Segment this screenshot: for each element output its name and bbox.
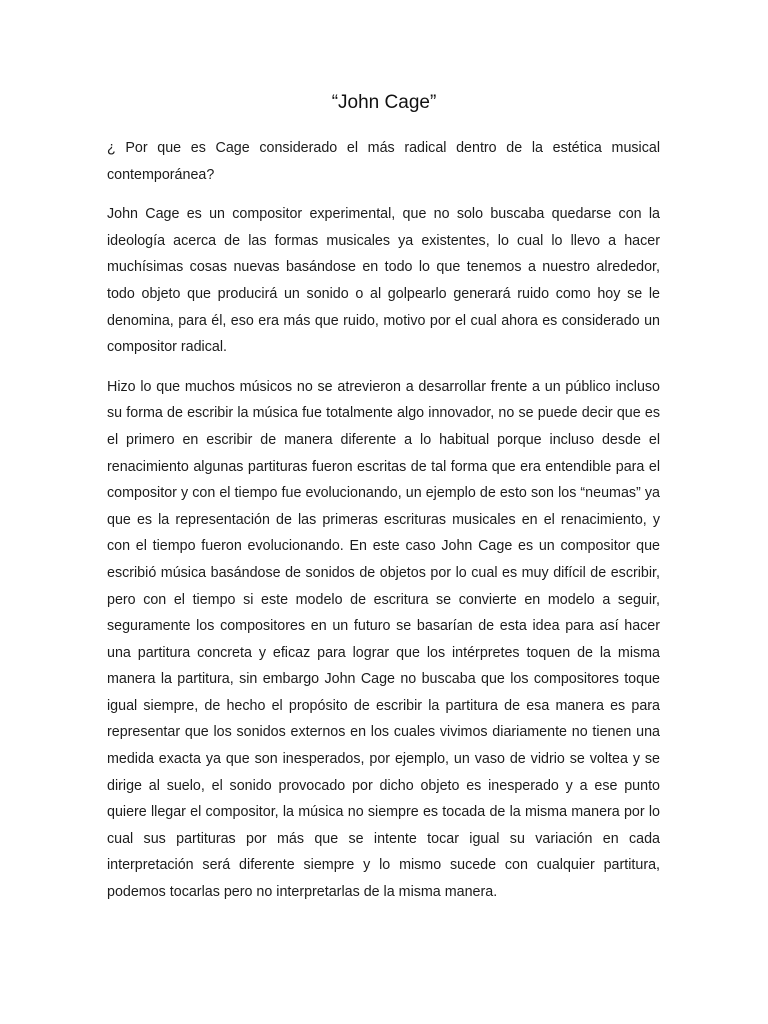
body-paragraph: Hizo lo que muchos músicos no se atrevieron a desarrollar frente a un público incluso su forma de escribir la música fue totalmente algo innovador, no se puede decir que es el primero en escribir de manera diferente a lo habitual porque incluso desde el renacimiento algunas partituras fueron escritas de tal forma que era entendible para el compositor y con el tiempo fue evolucionando, un ejemplo de esto son los “neumas” ya que es la representación de las primeras escrituras musicales en el renacimiento, y con el tiempo fueron evolucionando. En este caso John Cage es un compositor que escribió música basándose de sonidos de objetos por lo cual es muy difícil de escribir, pero con el tiempo si este modelo de escritura se convierte en modelo a seguir, seguramente los compositores en un futuro se basarían de esta idea para así hacer una partitura concreta y eficaz para lograr que los intérpretes toquen de la misma manera la partitura, sin embargo John Cage no buscaba que los compositores toque igual siempre, de hecho el propósito de escribir la partitura de esa manera es para representar que los sonidos externos en los cuales vivimos diariamente no tienen una medida exacta ya que son inesperados, por ejemplo, un vaso de vidrio se voltea y se dirige al suelo, el sonido provocado por dicho objeto es inesperado y a ese punto quiere llegar el compositor, la música no siempre es tocada de la misma manera por lo cual sus partituras por más que se intente tocar igual su variación en cada interpretación será diferente siempre y lo mismo sucede con cualquier partitura, podemos tocarlas pero no interpretarlas de la misma manera.: [107, 378, 660, 901]
question-paragraph: ¿ Por que es Cage considerado el más radical dentro de la estética musical contemporánea?: [107, 140, 660, 183]
body-paragraph: John Cage es un compositor experimental, que no solo buscaba quedarse con la ideología acerca de las formas musicales ya existentes, lo cual lo llevo a hacer muchísimas cosas nuevas basándose en todo lo que tenemos a nuestro alrededor, todo objeto que producirá un sonido o al golpearlo generará ruido como hoy se le denomina, para él, eso era más que ruido, motivo por el cual ahora es considerado un compositor radical.: [107, 206, 660, 356]
document-body: [107, 135, 660, 919]
document-title: “John Cage”: [331, 92, 437, 113]
